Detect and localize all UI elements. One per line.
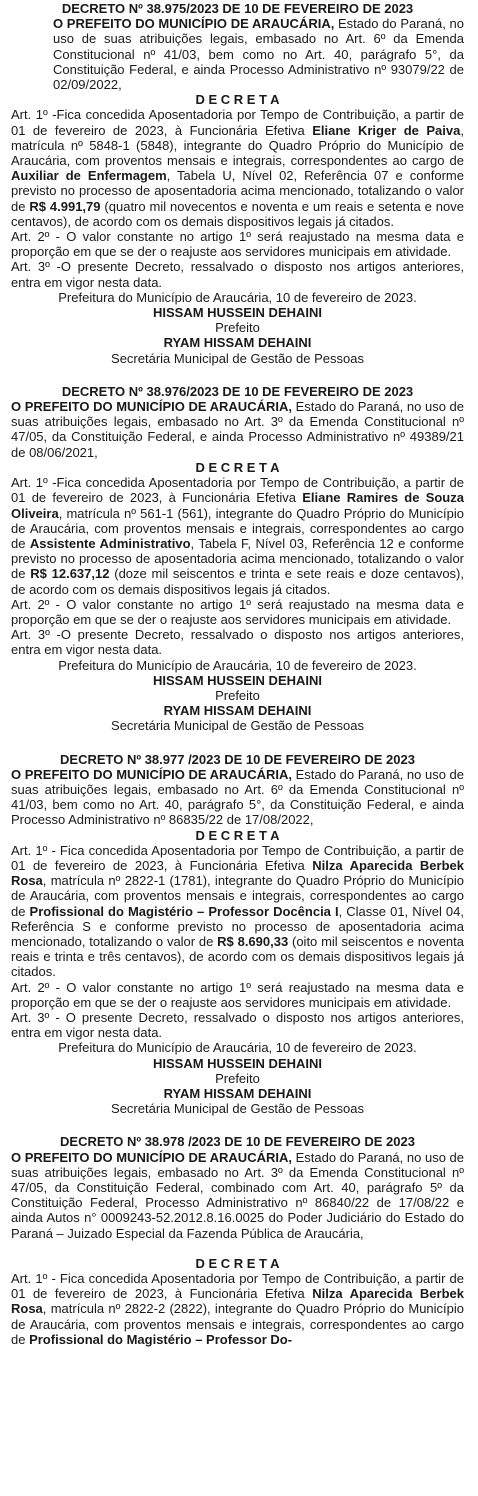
signer-mayor-role: Prefeito: [215, 320, 260, 336]
signer-mayor-name: HISSAM HUSSEIN DEHAINI: [152, 672, 323, 688]
article-emphasis: R$ 8.690,33: [217, 933, 289, 949]
decree-38977: [11, 752, 464, 1117]
article-emphasis: Profissional do Magistério – Professor Do-: [29, 1331, 293, 1347]
article-text: Art. 1º -Fica concedida Aposentadoria por Tempo de Contribuição, a partir de 01 de fevereiro de 2023, à Funcionária Efetiva: [11, 475, 464, 506]
article-emphasis: Eliane Kriger de Paiva: [312, 122, 461, 138]
article-1: [11, 1271, 464, 1347]
signer-secretary-role: Secretária Municipal de Gestão de Pessoas: [111, 718, 364, 734]
article-2: Art. 2º - O valor constante no artigo 1º será reajustado na mesma data e proporção em que se der o reajuste aos servidores municipais em atividade.: [11, 596, 464, 627]
article-emphasis: Nilza Aparecida Berbek Rosa: [11, 857, 464, 889]
signer-secretary-role: Secretária Municipal de Gestão de Pessoas: [111, 350, 364, 366]
article-text: , Classe 01, Nível 04, Referência S e conforme previsto no processo de aposentadoria acima mencionado, totalizando o valor de: [11, 903, 464, 949]
article-emphasis: R$ 12.637,12: [30, 566, 110, 582]
preamble-text: Estado do Paraná, no uso de suas atribuições legais, embasado no Art. 6º da Emenda Constitucional nº 41/03, bem como no Art. 40, parágrafo 5°, da Constituição Federal, e ainda Processo Administrativo nº 86835/22 de 17/08/2022,: [11, 766, 464, 828]
article-1: [11, 107, 464, 229]
place-date: Prefeitura do Município de Araucária, 10 de fevereiro de 2023.: [58, 289, 417, 305]
article-text: , matrícula nº 2822-1 (1781), integrante do Quadro Próprio do Município de Araucária, com proventos mensais e integrais, correspondentes ao cargo de: [11, 873, 464, 919]
article-2: Art. 2º - O valor constante no artigo 1º será reajustado na mesma data e proporção em que se der o reajuste aos servidores municipais em atividade.: [11, 979, 464, 1010]
article-text: (oito mil seiscentos e noventa reais e trinta e três centavos), de acordo com os demais dispositivos legais já citados.: [11, 933, 464, 980]
decree-preamble: [11, 1150, 464, 1241]
article-text: (doze mil seiscentos e trinta e sete reais e doze centavos), de acordo com os demais dispositivos legais já citados.: [11, 566, 464, 597]
article-text: , matrícula nº 2822-2 (2822), integrante do Quadro Próprio do Município de Araucária, com proventos mensais e integrais, correspondentes ao cargo de: [11, 1301, 464, 1347]
preamble-authority: O PREFEITO DO MUNICÍPIO DE ARAUCÁRIA,: [53, 16, 335, 32]
article-1: [11, 843, 464, 980]
decree-heading: DECRETO Nº 38.978 /2023 DE 10 DE FEVEREIRO DE 2023: [60, 1134, 415, 1150]
preamble-authority: O PREFEITO DO MUNICÍPIO DE ARAUCÁRIA,: [11, 1149, 292, 1165]
place-date: Prefeitura do Município de Araucária, 10 de fevereiro de 2023.: [58, 657, 417, 673]
signer-secretary-name: RYAM HISSAM DEHAINI: [163, 335, 312, 351]
signer-mayor-role: Prefeito: [215, 1070, 260, 1086]
article-emphasis: Nilza Aparecida Berbek Rosa: [11, 1286, 464, 1317]
article-text: Art. 1º -Fica concedida Aposentadoria por Tempo de Contribuição, a partir de 01 de fevereiro de 2023, à Funcionária Efetiva: [11, 107, 464, 138]
article-text: (quatro mil novecentos e noventa e um reais e setenta e nove centavos), de acordo com os demais dispositivos legais já citados.: [11, 198, 464, 229]
decreta-label: D E C R E T A: [195, 92, 280, 108]
article-text: , matrícula nº 561-1 (561), integrante do Quadro Próprio do Município de Araucária, com proventos mensais e integrais, correspondentes ao cargo de: [11, 505, 464, 551]
article-emphasis: Assistente Administrativo: [29, 535, 191, 551]
article-emphasis: Profissional do Magistério – Professor Docência I: [29, 903, 339, 919]
decreta-label: D E C R E T A: [195, 827, 280, 843]
preamble-authority: O PREFEITO DO MUNICÍPIO DE ARAUCÁRIA,: [11, 766, 292, 782]
preamble-text: Estado do Paraná, no uso de suas atribuições legais, embasado no Art. 6º da Emenda Constitucional nº 41/03, bem como no Art. 40, parágrafo 5°, da Constituição Federal, e ainda Processo Administrativo nº 93079/22 de 02/09/2022,: [53, 16, 464, 93]
decree-preamble: [11, 767, 464, 828]
preamble-text: Estado do Paraná, no uso de suas atribuições legais, embasado no Art. 3º da Emenda Constitucional nº 47/05, da Constituição Federal, combinado com Art. 40, parágrafo 5º da Constituição Federal, Processo Administrativo nº 86840/22 de 17/08/22 e ainda Autos n° 0009243-52.2012.8.16.0025 do Poder Judiciário do Estado do Paraná – Juizado Especial da Fazenda Pública de Araucária,: [11, 1149, 464, 1241]
signer-secretary-role: Secretária Municipal de Gestão de Pessoas: [111, 1101, 364, 1117]
article-3: Art. 3º - O presente Decreto, ressalvado o disposto nos artigos anteriores, entra em vigor nesta data.: [11, 1010, 464, 1041]
article-text: , Tabela U, Nível 02, Referência 07 e conforme previsto no processo de aposentadoria acima mencionado, totalizando o valor de: [11, 168, 464, 214]
article-emphasis: R$ 4.991,79: [29, 198, 101, 214]
preamble-text: Estado do Paraná, no uso de suas atribuições legais, embasado no Art. 3º da Emenda Constitucional nº 47/05, da Constituição Federal, e ainda Processo Administrativo nº 49389/21 de 08/06/2021,: [11, 399, 464, 460]
signer-secretary-name: RYAM HISSAM DEHAINI: [163, 1086, 312, 1102]
article-3: Art. 3º -O presente Decreto, ressalvado o disposto nos artigos anteriores, entra em vigor nesta data.: [11, 259, 464, 290]
place-date: Prefeitura do Município de Araucária, 10 de fevereiro de 2023.: [58, 1040, 417, 1056]
decree-heading: DECRETO Nº 38.976/2023 DE 10 DE FEVEREIRO DE 2023: [61, 383, 414, 399]
decree-38976: [11, 384, 464, 734]
article-emphasis: Auxiliar de Enfermagem: [11, 168, 167, 184]
article-text: , Tabela F, Nível 03, Referência 12 e conforme previsto no processo de aposentadoria acima mencionado, totalizando o valor de: [11, 535, 464, 582]
decreta-label: D E C R E T A: [195, 1255, 280, 1271]
decree-heading: DECRETO Nº 38.975/2023 DE 10 DE FEVEREIRO DE 2023: [61, 1, 414, 16]
signer-secretary-name: RYAM HISSAM DEHAINI: [163, 703, 312, 719]
signer-mayor-role: Prefeito: [215, 687, 260, 703]
article-text: Art. 1º - Fica concedida Aposentadoria por Tempo de Contribuição, a partir de 01 de fevereiro de 2023, à Funcionária Efetiva: [11, 842, 464, 873]
decree-heading: DECRETO Nº 38.977 /2023 DE 10 DE FEVEREIRO DE 2023: [60, 751, 415, 767]
article-text: , matrícula nº 5848-1 (5848), integrante do Quadro Próprio do Município de Araucária, com proventos mensais e integrais, correspondentes ao cargo de: [11, 122, 464, 169]
article-3: Art. 3º -O presente Decreto, ressalvado o disposto nos artigos anteriores, entra em vigor nesta data.: [11, 627, 464, 658]
decree-38975: [11, 1, 464, 366]
decree-38978: [11, 1134, 464, 1347]
article-emphasis: Eliane Ramires de Souza Oliveira: [11, 490, 464, 521]
article-1: [11, 475, 464, 597]
decreta-label: D E C R E T A: [195, 459, 280, 475]
article-2: Art. 2º - O valor constante no artigo 1º será reajustado na mesma data e proporção em que se der o reajuste aos servidores municipais em atividade.: [11, 229, 464, 260]
article-text: Art. 1º - Fica concedida Aposentadoria por Tempo de Contribuição, a partir de 01 de fevereiro de 2023, à Funcionária Efetiva: [11, 1271, 464, 1302]
signer-mayor-name: HISSAM HUSSEIN DEHAINI: [152, 1055, 323, 1071]
decree-preamble: [11, 16, 464, 92]
preamble-authority: O PREFEITO DO MUNICÍPIO DE ARAUCÁRIA,: [11, 399, 292, 415]
signer-mayor-name: HISSAM HUSSEIN DEHAINI: [152, 305, 323, 321]
decree-preamble: [11, 399, 464, 460]
